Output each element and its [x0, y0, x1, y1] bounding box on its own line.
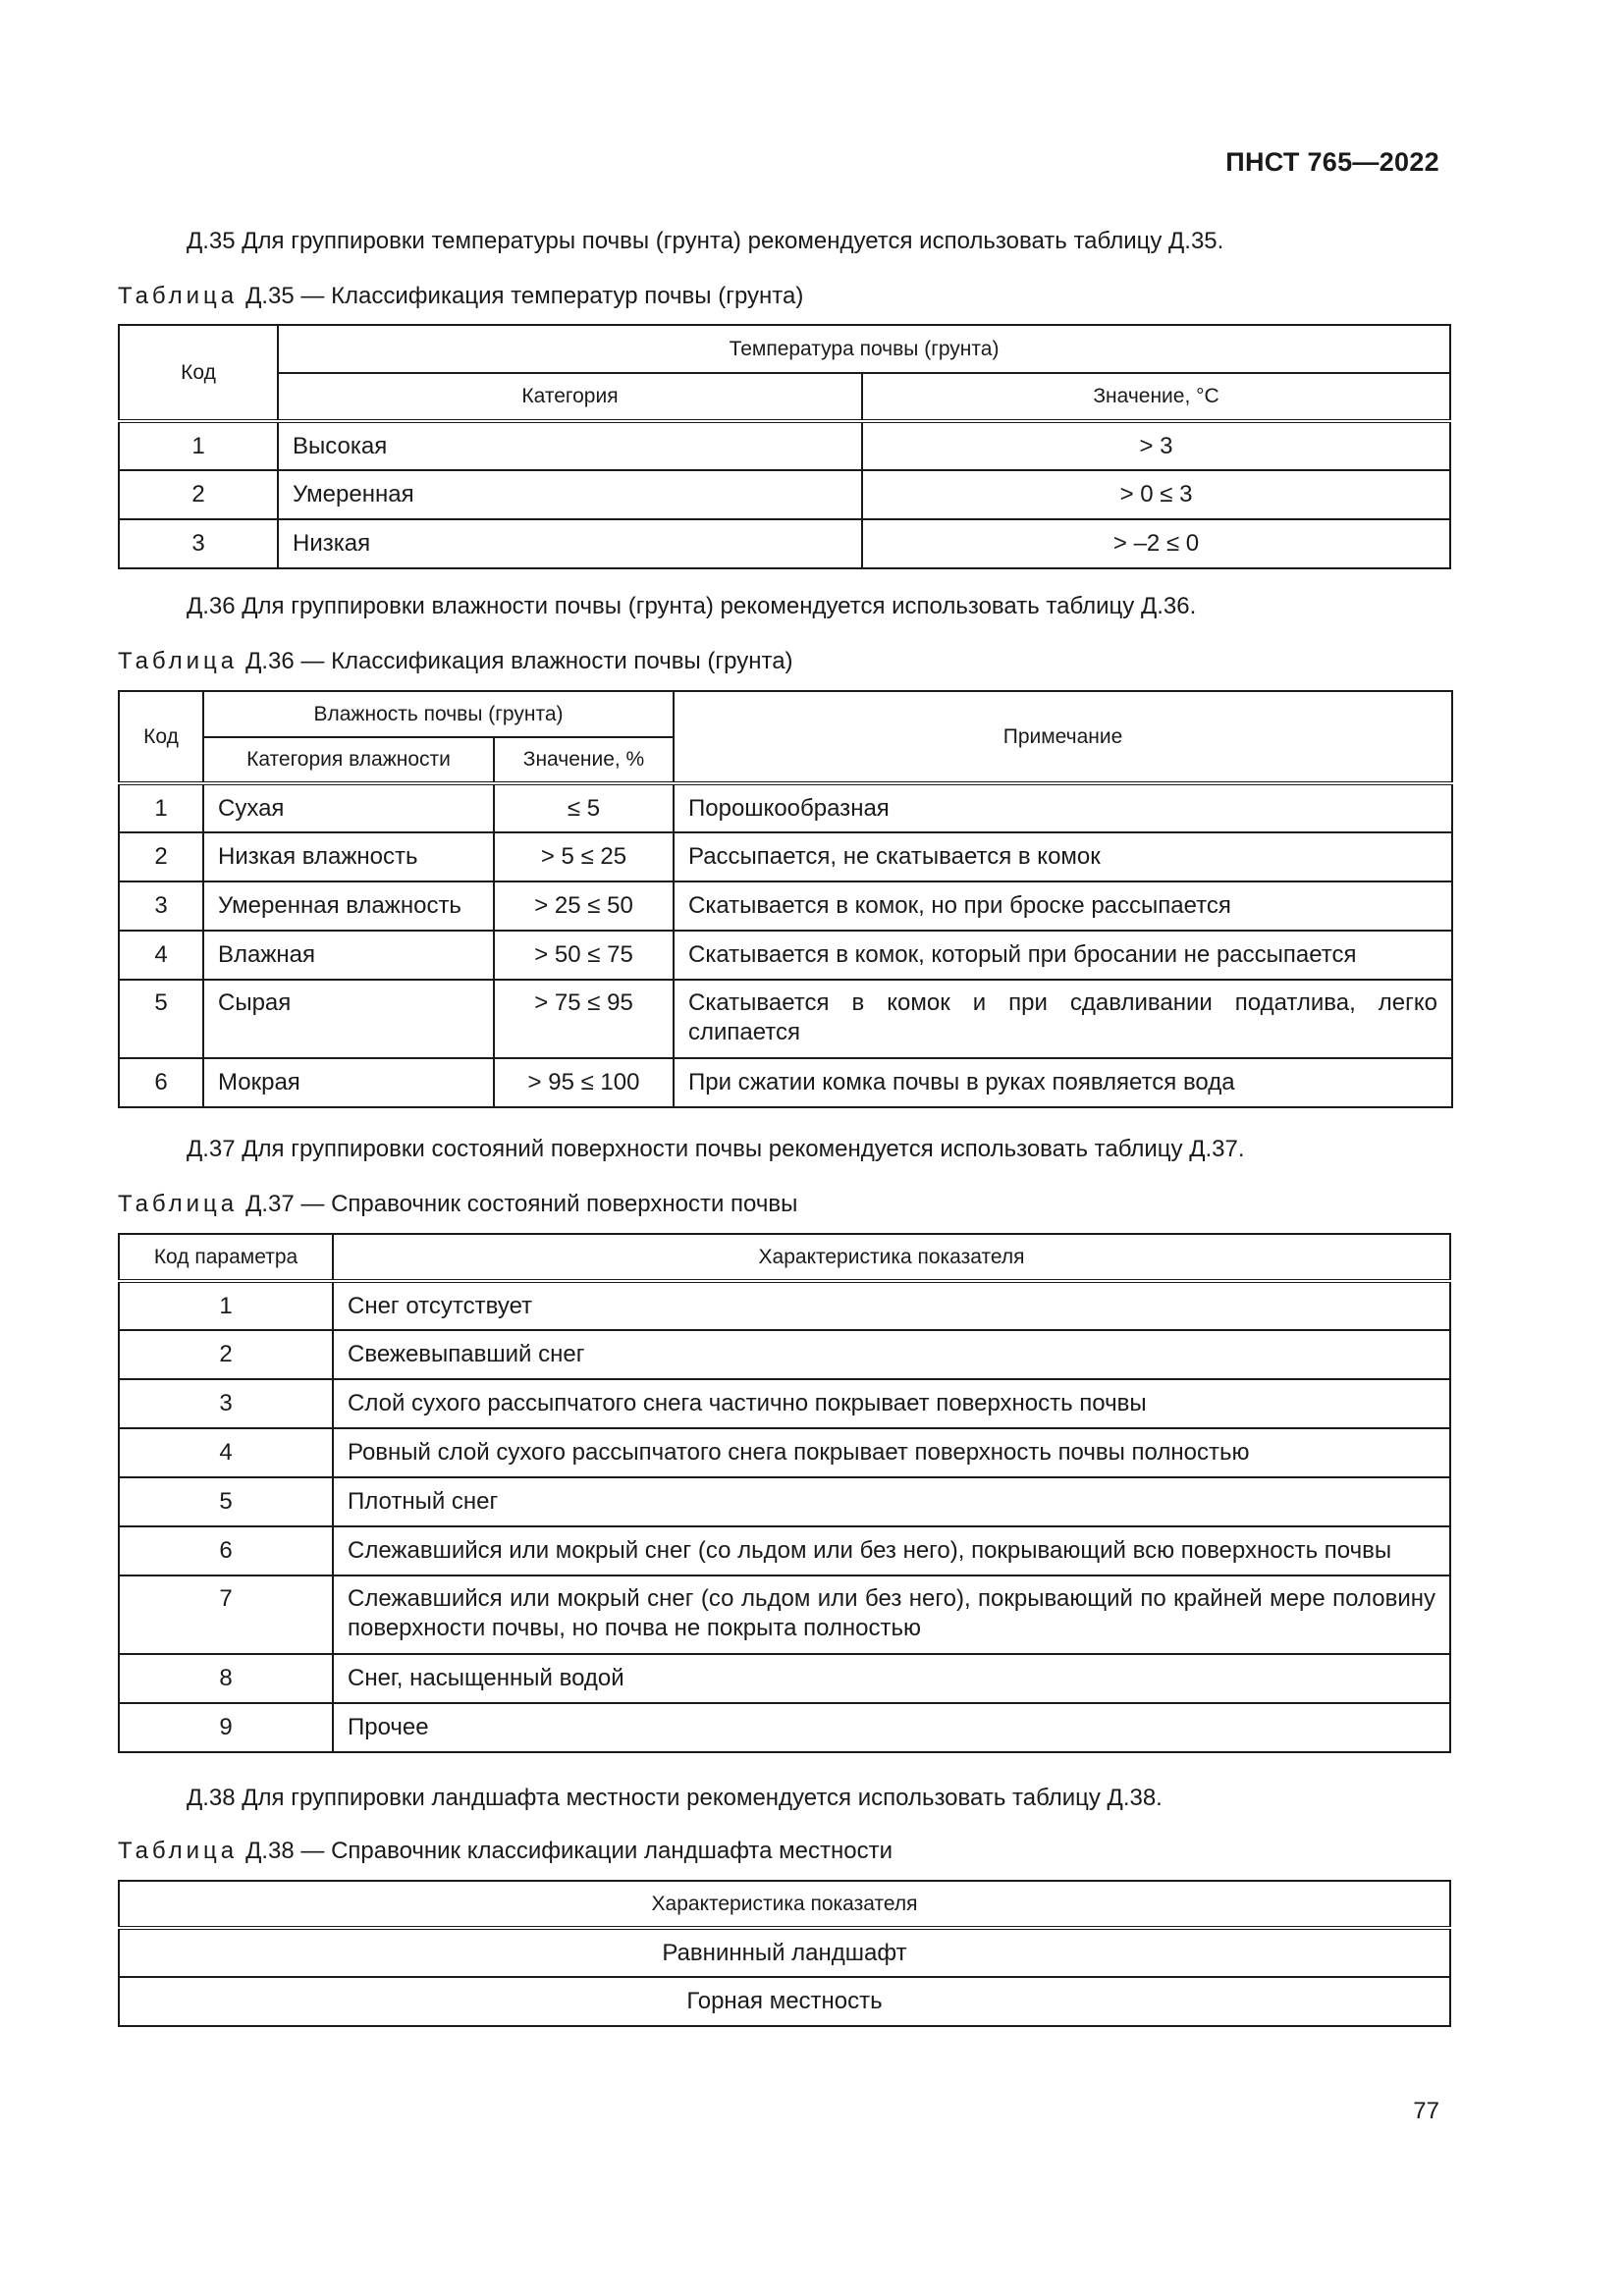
cell-category: Умеренная влажность: [203, 881, 494, 931]
header-desc: Характеристика показателя: [119, 1881, 1450, 1928]
cell-value: > 95 ≤ 100: [494, 1058, 674, 1107]
table-row: [119, 832, 1452, 881]
cell-category: Сухая: [203, 783, 494, 832]
cell-code: 4: [119, 931, 203, 980]
cell-category: Влажная: [203, 931, 494, 980]
header-code: Код: [119, 691, 203, 783]
table-row: [119, 1928, 1450, 1977]
table-row: [119, 980, 1452, 1058]
table-row: [119, 1526, 1450, 1575]
header-note: Примечание: [674, 691, 1452, 783]
caption-word: Таблица: [118, 1838, 239, 1864]
cell-code: 1: [119, 1281, 333, 1330]
caption-title: Д.37 — Справочник состояний поверхности почвы: [245, 1191, 798, 1217]
table-caption-d35: [118, 283, 803, 310]
cell-note: Скатывается в комок, но при броске рассыпается: [674, 881, 1452, 931]
table-row: [119, 1977, 1450, 2026]
table-row: [119, 881, 1452, 931]
cell-code: 1: [119, 783, 203, 832]
cell-code: 3: [119, 1379, 333, 1428]
table-row: [119, 519, 1450, 568]
table-row: [119, 1379, 1450, 1428]
table-row: [119, 783, 1452, 832]
table-d35: [118, 324, 1451, 569]
table-d38: [118, 1880, 1451, 2027]
cell-code: 4: [119, 1428, 333, 1477]
header-code: Код: [119, 325, 278, 421]
cell-code: 2: [119, 1330, 333, 1379]
cell-value: ≤ 5: [494, 783, 674, 832]
header-group: Температура почвы (грунта): [278, 325, 1450, 373]
cell-desc: Слежавшийся или мокрый снег (со льдом или без него), покрывающий по крайней мере половину поверхности почвы, но почва не покрыта полностью: [333, 1575, 1450, 1654]
table-row: [119, 1058, 1452, 1107]
table-caption-d36: [118, 648, 793, 675]
cell-code: 3: [119, 881, 203, 931]
cell-code: 7: [119, 1575, 333, 1654]
table-row: [119, 421, 1450, 470]
paragraph-d35: Д.35 Для группировки температуры почвы (грунта) рекомендуется использовать таблицу Д.35.: [187, 228, 1224, 254]
cell-category: Мокрая: [203, 1058, 494, 1107]
cell-code: 6: [119, 1058, 203, 1107]
table-row: [119, 470, 1450, 519]
cell-desc: Прочее: [333, 1703, 1450, 1752]
caption-word: Таблица: [118, 283, 239, 309]
cell-value: > 0 ≤ 3: [862, 470, 1450, 519]
cell-note: Порошкообразная: [674, 783, 1452, 832]
cell-value: > 25 ≤ 50: [494, 881, 674, 931]
cell-value: > –2 ≤ 0: [862, 519, 1450, 568]
cell-desc: Свежевыпавший снег: [333, 1330, 1450, 1379]
caption-title: Д.38 — Справочник классификации ландшафта местности: [245, 1838, 893, 1864]
cell-desc: Слой сухого рассыпчатого снега частично покрывает поверхность почвы: [333, 1379, 1450, 1428]
paragraph-d37: Д.37 Для группировки состояний поверхности почвы рекомендуется использовать таблицу Д.37.: [187, 1136, 1245, 1162]
cell-code: 1: [119, 421, 278, 470]
cell-value: > 50 ≤ 75: [494, 931, 674, 980]
cell-note: При сжатии комка почвы в руках появляется вода: [674, 1058, 1452, 1107]
cell-desc: Горная местность: [119, 1977, 1450, 2026]
table-row: [119, 1330, 1450, 1379]
header-category: Категория: [278, 373, 862, 421]
table-row: [119, 1575, 1450, 1654]
header-code: Код параметра: [119, 1234, 333, 1281]
cell-code: 8: [119, 1654, 333, 1703]
table-caption-d37: [118, 1191, 797, 1218]
cell-desc: Слежавшийся или мокрый снег (со льдом или без него), покрывающий всю поверхность почвы: [333, 1526, 1450, 1575]
page-number: 77: [1413, 2098, 1439, 2124]
table-row: [119, 1703, 1450, 1752]
cell-code: 6: [119, 1526, 333, 1575]
paragraph-d38: Д.38 Для группировки ландшафта местности рекомендуется использовать таблицу Д.38.: [187, 1785, 1163, 1811]
caption-word: Таблица: [118, 1191, 239, 1217]
cell-desc: Снег отсутствует: [333, 1281, 1450, 1330]
cell-desc: Ровный слой сухого рассыпчатого снега покрывает поверхность почвы полностью: [333, 1428, 1450, 1477]
table-d36: [118, 690, 1453, 1108]
header-group: Влажность почвы (грунта): [203, 691, 674, 737]
cell-note: Рассыпается, не скатывается в комок: [674, 832, 1452, 881]
cell-category: Сырая: [203, 980, 494, 1058]
header-category: Категория влажности: [203, 737, 494, 783]
caption-title: Д.36 — Классификация влажности почвы (грунта): [245, 648, 793, 674]
cell-category: Низкая: [278, 519, 862, 568]
table-row: [119, 931, 1452, 980]
cell-category: Низкая влажность: [203, 832, 494, 881]
cell-category: Высокая: [278, 421, 862, 470]
cell-value: > 75 ≤ 95: [494, 980, 674, 1058]
document-code: ПНСТ 765—2022: [1225, 147, 1439, 177]
caption-title: Д.35 — Классификация температур почвы (грунта): [245, 283, 804, 309]
table-d37: [118, 1233, 1451, 1753]
table-row: [119, 1477, 1450, 1526]
cell-category: Умеренная: [278, 470, 862, 519]
cell-desc: Снег, насыщенный водой: [333, 1654, 1450, 1703]
cell-value: > 5 ≤ 25: [494, 832, 674, 881]
table-caption-d38: [118, 1838, 893, 1865]
cell-note: Скатывается в комок и при сдавливании податлива, легко слипается: [674, 980, 1452, 1058]
cell-value: > 3: [862, 421, 1450, 470]
cell-code: 2: [119, 832, 203, 881]
caption-word: Таблица: [118, 648, 239, 674]
table-row: [119, 1281, 1450, 1330]
table-row: [119, 1654, 1450, 1703]
cell-code: 2: [119, 470, 278, 519]
cell-code: 5: [119, 1477, 333, 1526]
table-row: [119, 1428, 1450, 1477]
cell-code: 5: [119, 980, 203, 1058]
cell-note: Скатывается в комок, который при бросании не рассыпается: [674, 931, 1452, 980]
header-value: Значение, %: [494, 737, 674, 783]
cell-desc: Равнинный ландшафт: [119, 1928, 1450, 1977]
header-desc: Характеристика показателя: [333, 1234, 1450, 1281]
cell-code: 3: [119, 519, 278, 568]
paragraph-d36: Д.36 Для группировки влажности почвы (грунта) рекомендуется использовать таблицу Д.36.: [187, 593, 1197, 619]
cell-code: 9: [119, 1703, 333, 1752]
header-value: Значение, °С: [862, 373, 1450, 421]
cell-desc: Плотный снег: [333, 1477, 1450, 1526]
